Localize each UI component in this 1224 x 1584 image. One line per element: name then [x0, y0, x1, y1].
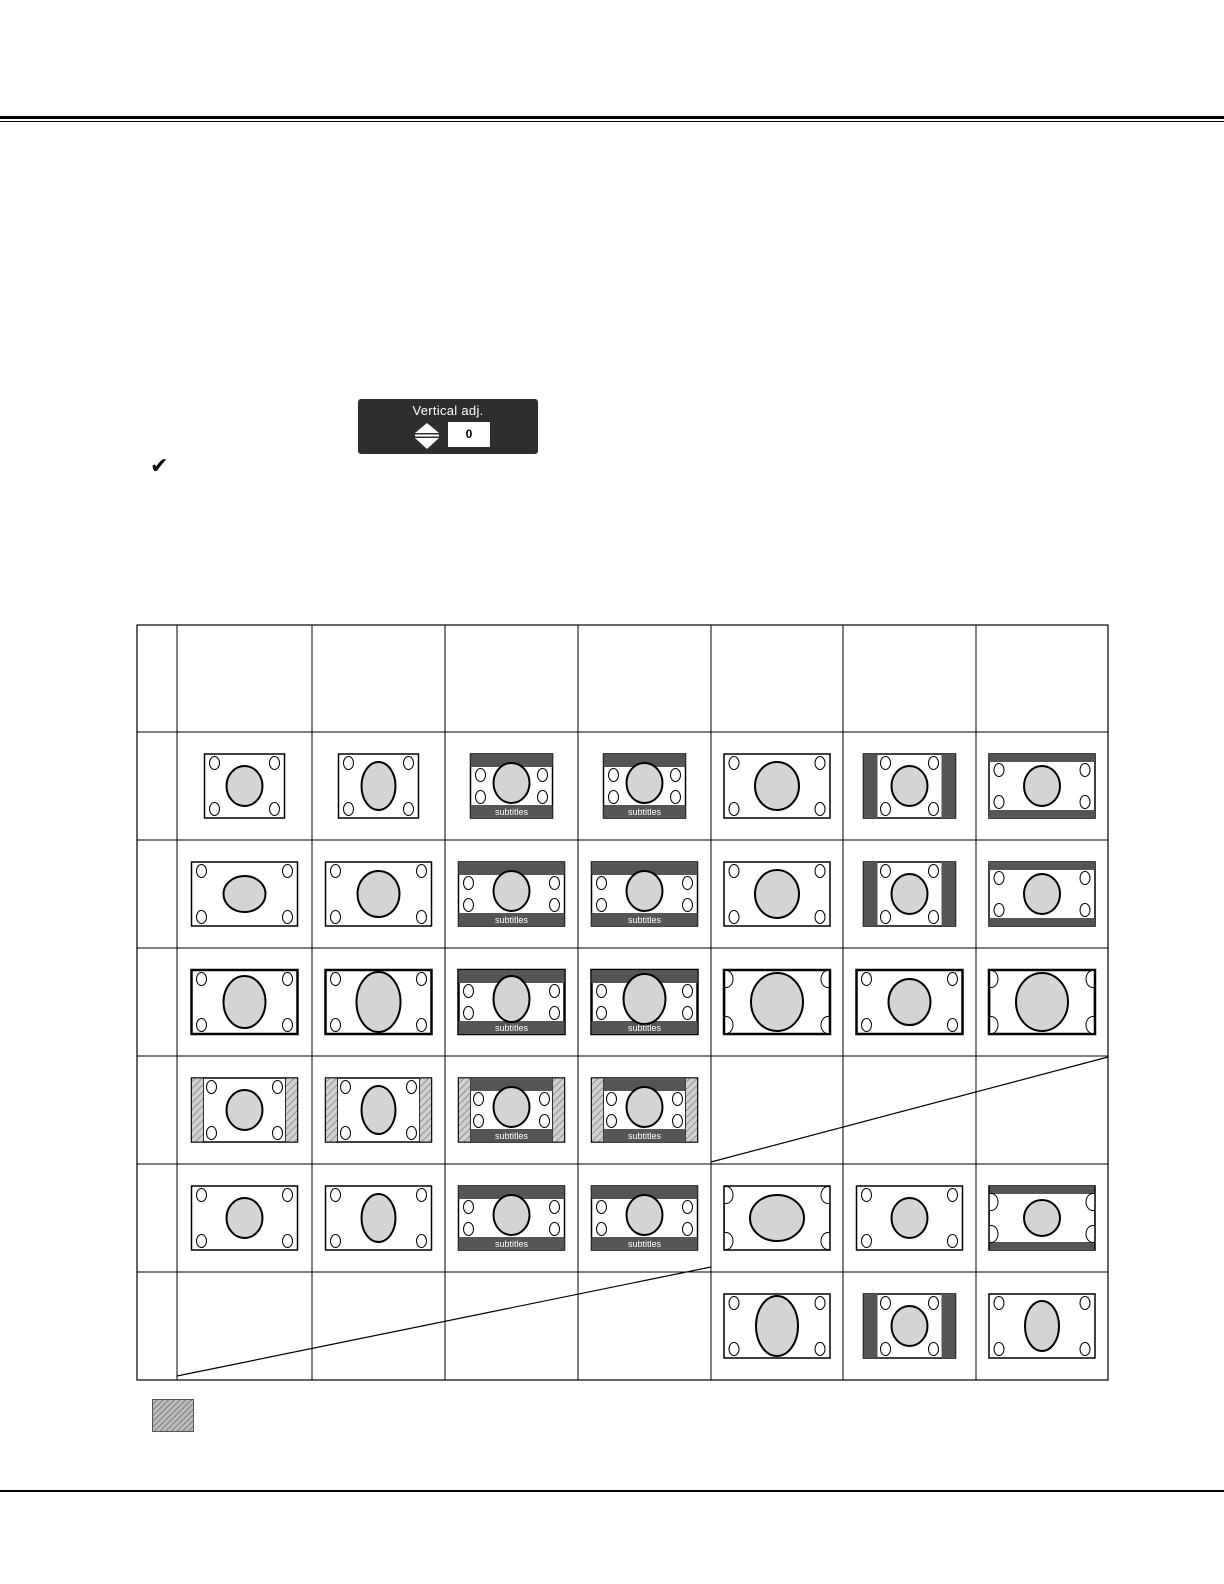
aspect-ratio-icon — [864, 1294, 956, 1358]
aspect-ratio-icon — [716, 970, 838, 1034]
footer-rule — [0, 1490, 1224, 1492]
aspect-ratio-icon — [981, 1186, 1103, 1250]
aspect-ratio-icon — [724, 754, 830, 818]
aspect-ratio-icon — [989, 1294, 1095, 1358]
aspect-ratio-icon — [857, 970, 963, 1034]
aspect-ratio-icon — [981, 970, 1103, 1034]
aspect-ratio-icon — [989, 862, 1095, 926]
aspect-ratio-icon — [604, 754, 686, 818]
aspect-ratio-icon — [192, 970, 298, 1034]
aspect-ratio-icon — [326, 1078, 432, 1142]
aspect-ratio-icon — [724, 862, 830, 926]
aspect-ratio-icon — [192, 862, 298, 926]
checkmark-icon: ✔ — [150, 453, 169, 478]
subtitles-label: subtitles — [494, 915, 529, 925]
aspect-ratio-icon — [192, 1186, 298, 1250]
aspect-ratio-icon — [459, 862, 565, 926]
aspect-ratio-icon — [724, 1294, 830, 1358]
hatched-area-swatch-icon — [152, 1399, 194, 1432]
aspect-ratio-icon — [326, 1186, 432, 1250]
aspect-ratio-icon — [857, 1186, 963, 1250]
aspect-ratio-icon — [326, 970, 432, 1034]
subtitles-label: subtitles — [494, 1023, 529, 1033]
aspect-ratio-icon — [989, 754, 1095, 818]
aspect-ratio-icon — [205, 754, 285, 818]
subtitles-label: subtitles — [627, 807, 662, 817]
aspect-ratio-icon — [459, 1186, 565, 1250]
subtitles-label: subtitles — [627, 1131, 662, 1141]
aspect-ratio-icon — [459, 970, 565, 1034]
subtitles-label: subtitles — [494, 1131, 529, 1141]
aspect-ratio-icon — [592, 862, 698, 926]
aspect-ratio-icon — [716, 1186, 838, 1250]
subtitles-label: subtitles — [494, 1239, 529, 1249]
aspect-ratio-icon — [471, 754, 553, 818]
not-applicable-diagonal — [711, 1057, 1108, 1162]
aspect-ratio-icon — [592, 1186, 698, 1250]
osd-title: Vertical adj. — [412, 403, 484, 418]
aspect-ratio-icon — [864, 754, 956, 818]
aspect-ratio-icon — [864, 862, 956, 926]
aspect-ratio-icon — [592, 1078, 698, 1142]
subtitles-label: subtitles — [627, 1239, 662, 1249]
aspect-ratio-icon — [459, 1078, 565, 1142]
aspect-ratio-icon — [592, 970, 698, 1034]
subtitles-label: subtitles — [627, 915, 662, 925]
not-applicable-diagonal — [177, 1267, 711, 1376]
vertical-adj-value[interactable]: 0 — [448, 422, 490, 447]
subtitles-label: subtitles — [627, 1023, 662, 1033]
aspect-ratio-icon — [192, 1078, 298, 1142]
subtitles-label: subtitles — [494, 807, 529, 817]
aspect-ratio-icon — [339, 754, 419, 818]
aspect-ratio-icon — [326, 862, 432, 926]
